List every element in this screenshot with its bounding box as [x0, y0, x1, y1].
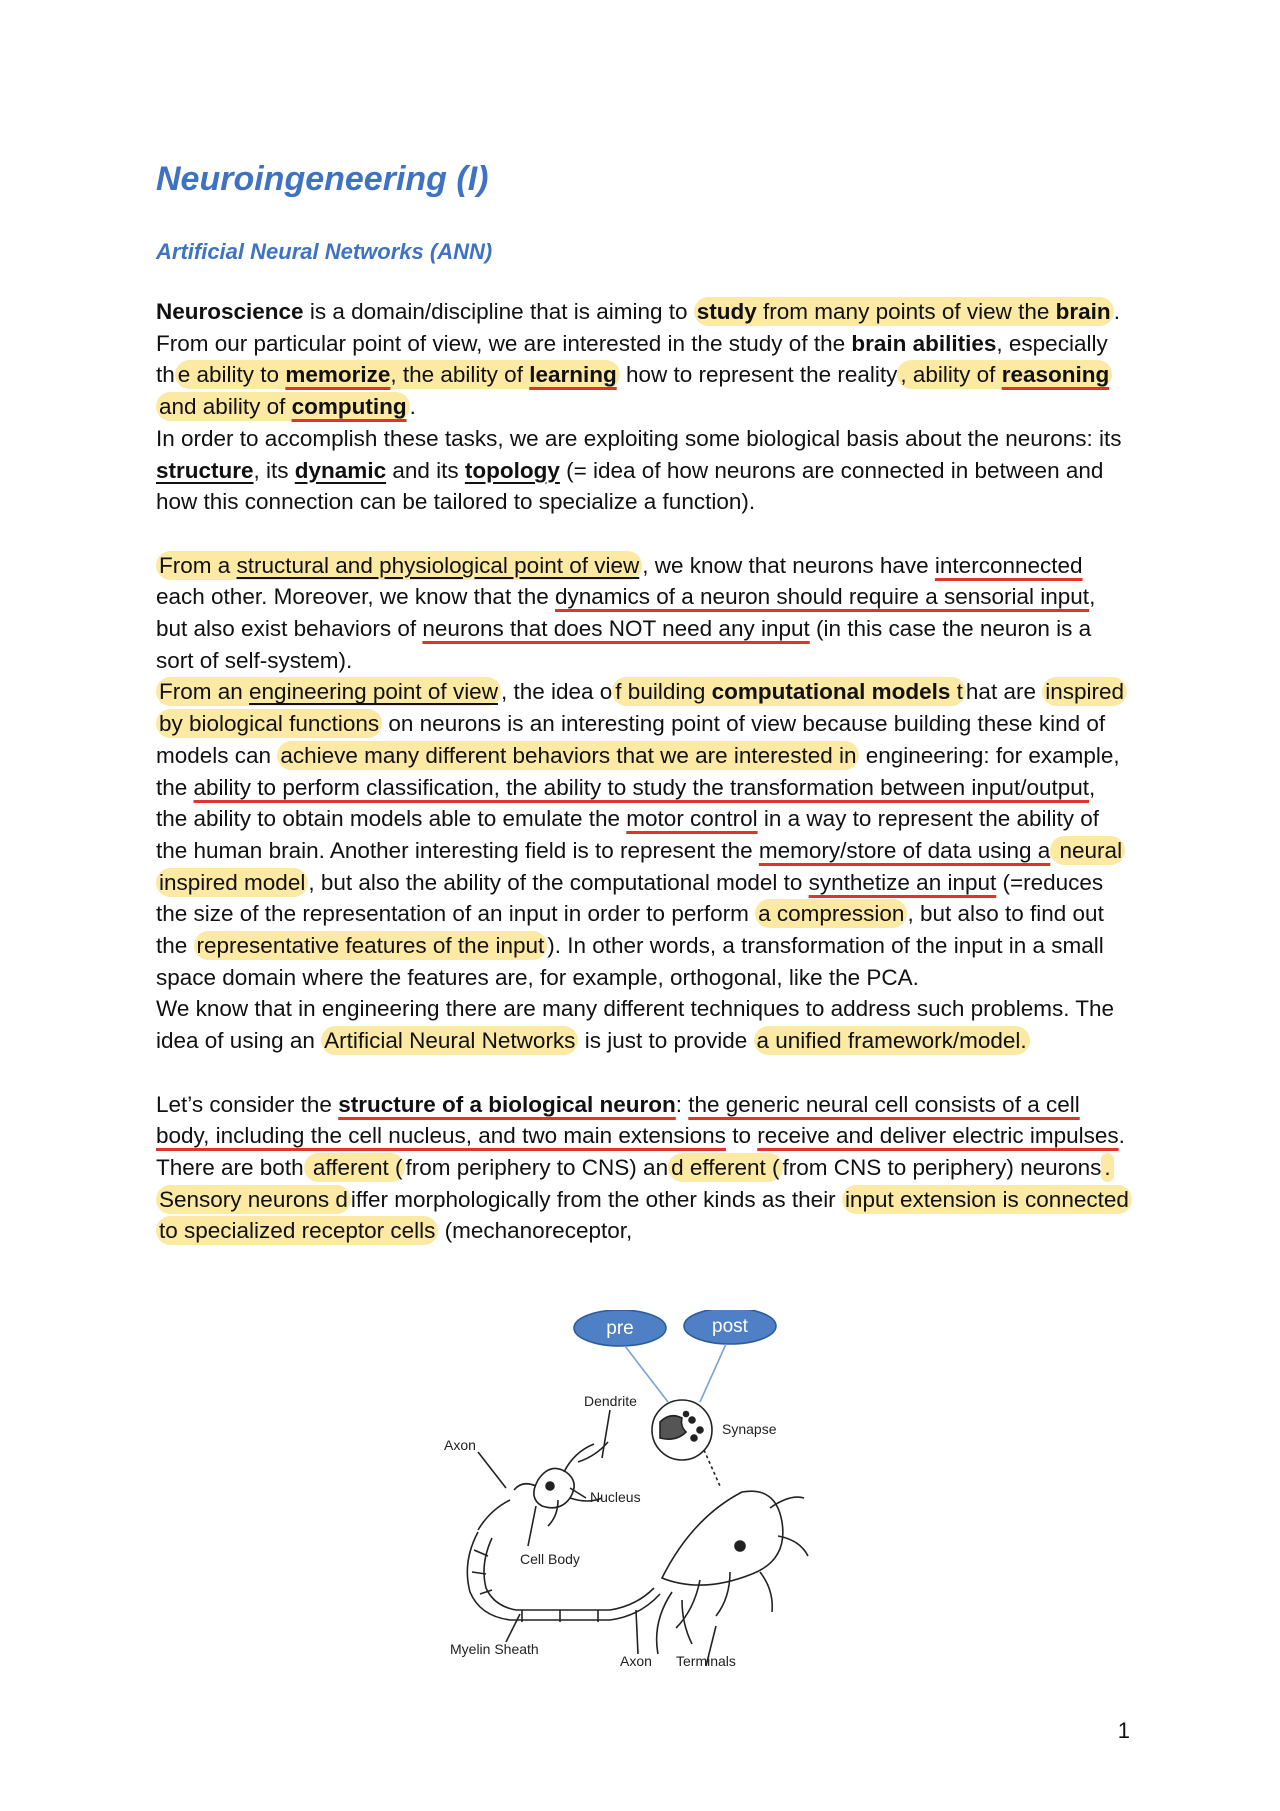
- phrase-generic-cell: the generic neural cell consists of a cell body, including the cell nucleus, and two main extensions: [156, 1091, 1080, 1149]
- text-span: . From our particular point of view, we are interested in the study of the: [156, 299, 1120, 356]
- paragraph-neuroscience: [156, 296, 1131, 423]
- paragraph-structural-view: [156, 550, 1131, 677]
- highlight-neural-inspired-model: neural inspired model: [156, 836, 1125, 897]
- term-study: study: [696, 299, 757, 324]
- neuron-diagram: [410, 1310, 830, 1670]
- highlight-achieve-behaviors: achieve many different behaviors that we are interested in: [277, 741, 859, 770]
- text-span: We know that in engineering there are many different techniques to address such problems. The idea of using an: [156, 996, 1115, 1054]
- term-topology: topology: [464, 457, 560, 483]
- text-span: (=reduces the size of the representation of an input in order to perform: [156, 869, 1104, 927]
- page-number: 1: [1117, 1718, 1130, 1743]
- highlight-afferent: afferent (: [304, 1153, 406, 1182]
- text-span: (mechanoreceptor,: [438, 1218, 633, 1244]
- text-span: engineering: for example, the: [156, 742, 1120, 800]
- synapse-detail: [652, 1400, 720, 1486]
- document-title: Neuroingeneering (I): [156, 160, 489, 198]
- text-span: on neurons is an interesting point of view because building these kind of models can: [156, 711, 1106, 768]
- highlight-unified-framework: a unified framework/model.: [754, 1026, 1030, 1055]
- phrase-engineering-point: engineering point of view: [249, 679, 498, 705]
- term-dynamic: dynamic: [294, 457, 387, 483]
- phrase-sensorial-input: dynamics of a neuron should require a sensorial input: [554, 584, 1090, 610]
- highlight-structural-view: [156, 551, 642, 580]
- phrase-synthetize-input: synthetize an input: [808, 869, 997, 895]
- text-span: . There are both: [156, 1123, 1125, 1180]
- text-span: (in this case the neuron is a sort of self-system).: [156, 616, 1092, 673]
- text-span: in a way to represent the ability of the human brain. Another interesting field is to represent the: [156, 806, 1100, 863]
- text-span: , the idea o: [500, 679, 613, 705]
- text-span: , but also the ability of the computational model to: [308, 869, 809, 895]
- term-computing: computing: [291, 394, 407, 420]
- text-span: and ability of: [159, 394, 292, 420]
- term-reasoning: reasoning: [1001, 362, 1110, 388]
- phrase-electric-impulses: receive and deliver electric impulses: [757, 1123, 1119, 1149]
- phrase-interconnected: interconnected: [934, 552, 1083, 578]
- label-cell-body: Cell Body: [520, 1551, 580, 1567]
- label-terminals: Terminals: [676, 1653, 736, 1669]
- text-span: is just to provide: [578, 1028, 754, 1054]
- term-structure: structure: [156, 457, 254, 483]
- term-memorize: memorize: [285, 362, 391, 388]
- highlight-study-brain: [694, 297, 1114, 326]
- text-span: f building: [615, 679, 712, 705]
- text-span: e ability to: [177, 362, 286, 388]
- phrase-memory-store: memory/store of data using a: [758, 837, 1051, 863]
- text-span: :: [675, 1091, 689, 1117]
- label-axon-bottom: Axon: [620, 1653, 652, 1669]
- highlight-efferent: d efferent (: [668, 1153, 782, 1182]
- text-span: , the ability of: [390, 362, 530, 388]
- text-span: .: [409, 394, 416, 420]
- text-span: , but also to find out the: [156, 901, 1104, 959]
- highlight-inspired-biological: inspired by biological functions: [156, 677, 1127, 738]
- phrase-no-input: neurons that does NOT need any input: [422, 616, 810, 642]
- paragraph-biological-neuron: [156, 1089, 1131, 1248]
- text-span: , especially th: [156, 330, 1108, 388]
- text-span: (= idea of how neurons are connected in between and how this connection can be tailored to specialize a function).: [156, 457, 1104, 515]
- left-neuron: [478, 1442, 608, 1530]
- text-span: iffer morphologically from the other kinds as their: [350, 1186, 842, 1212]
- paragraph-engineering-view: [156, 676, 1131, 993]
- highlight-memorize-learning: [175, 360, 620, 389]
- bubble-pre-label: pre: [606, 1318, 634, 1339]
- text-span: each other. Moreover, we know that the: [156, 584, 555, 610]
- highlight-ann: Artificial Neural Networks: [321, 1026, 578, 1055]
- term-learning: learning: [529, 362, 617, 388]
- body-text: [156, 296, 1131, 1247]
- bubble-post-label: post: [712, 1316, 748, 1337]
- myelin-axon: [467, 1532, 660, 1622]
- text-span: is a domain/discipline that is aiming to: [303, 299, 694, 324]
- phrase-classification: ability to perform classification, the ability to study the transformation between input/output: [193, 774, 1090, 800]
- phrase-motor-control: motor control: [626, 806, 758, 832]
- text-span: and its: [386, 457, 465, 483]
- label-synapse: Synapse: [722, 1421, 777, 1437]
- text-span: t: [950, 679, 963, 705]
- term-structure-neuron: structure of a biological neuron: [338, 1091, 676, 1117]
- paragraph-biological-basis: [156, 423, 1131, 518]
- text-span: from many points of view the: [756, 299, 1056, 324]
- phrase-structural-physiological: structural and physiological point of view: [236, 552, 640, 578]
- highlight-representative-features: representative features of the input: [194, 931, 548, 960]
- term-brain: brain: [1055, 299, 1111, 324]
- label-nucleus: Nucleus: [590, 1489, 641, 1505]
- text-span: , we know that neurons have: [642, 552, 935, 578]
- text-span: , the ability to obtain models able to emulate the: [156, 774, 1096, 832]
- text-span: ). In other words, a transformation of the input in a small space domain where the features are, for example, orthogonal, like the PCA.: [156, 933, 1104, 990]
- highlight-sensory-neurons: . Sensory neurons d: [156, 1153, 1114, 1214]
- label-dendrite: Dendrite: [584, 1393, 637, 1409]
- highlight-engineering-view: [156, 677, 501, 706]
- highlight-receptor-cells: input extension is connected to specialized receptor cells: [156, 1185, 1132, 1246]
- text-span: , ability of: [900, 362, 1002, 388]
- highlight-compression: a compression: [755, 899, 907, 928]
- text-span: Let’s consider the: [156, 1091, 339, 1117]
- term-brain-abilities: brain abilities: [851, 330, 997, 356]
- text-span: to: [725, 1123, 758, 1149]
- text-span: , but also exist behaviors of: [156, 584, 1096, 642]
- text-span: from periphery to CNS) an: [405, 1154, 669, 1180]
- right-neuron: [657, 1491, 808, 1654]
- highlight-computational-models: [612, 677, 966, 706]
- term-neuroscience: Neuroscience: [156, 299, 304, 324]
- paragraph-unified-framework: [156, 993, 1131, 1056]
- text-span: From an: [159, 679, 250, 705]
- section-subtitle: Artificial Neural Networks (ANN): [156, 239, 493, 264]
- term-computational-models: computational models: [711, 679, 951, 705]
- post-arrow: [700, 1344, 726, 1402]
- text-span: , its: [253, 457, 295, 483]
- text-span: how to represent the reality: [619, 362, 898, 388]
- text-span: hat are: [965, 679, 1043, 705]
- text-span: From a: [159, 552, 237, 578]
- text-span: In order to accomplish these tasks, we are exploiting some biological basis about the neurons: its: [156, 425, 1122, 451]
- text-span: from CNS to periphery) neurons: [782, 1154, 1102, 1180]
- label-axon-top: Axon: [444, 1437, 476, 1453]
- label-myelin-sheath: Myelin Sheath: [450, 1641, 539, 1657]
